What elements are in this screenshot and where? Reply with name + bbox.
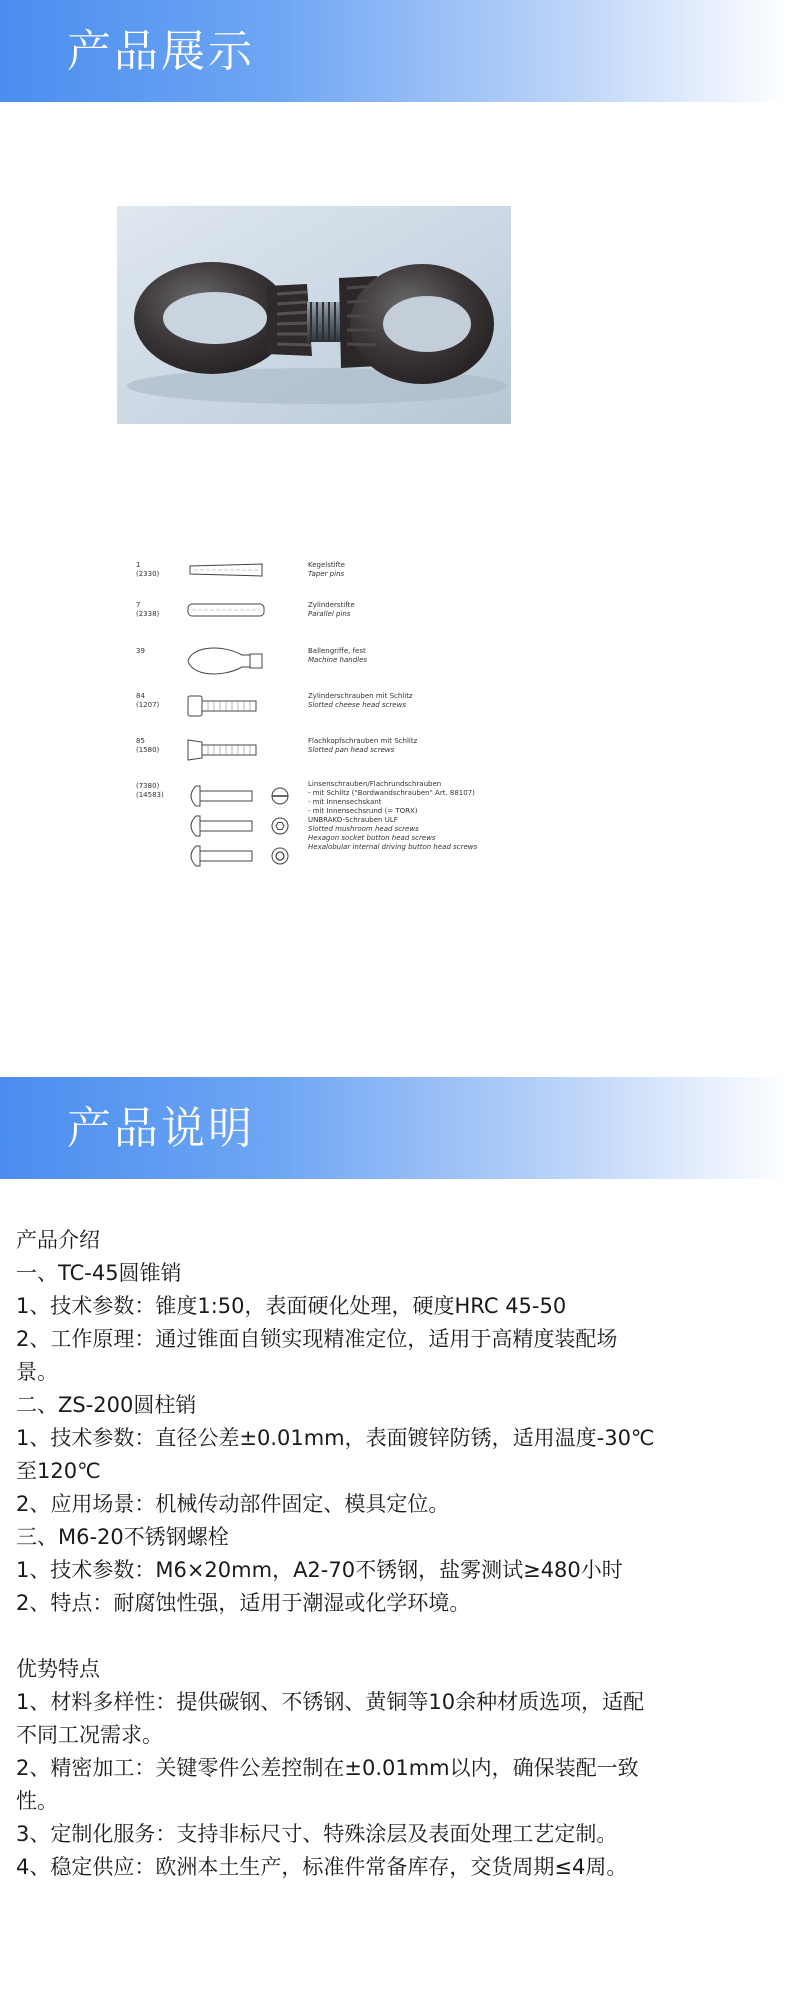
catalog-row-parallel-pin	[136, 601, 355, 618]
catalog-ref: (2330)	[136, 570, 160, 578]
eye-bolt-photo	[117, 206, 511, 424]
svg-text:Zylinderstifte: Zylinderstifte	[308, 601, 355, 609]
advantage-line: 4、稳定供应：欧洲本土生产，标准件常备库存，交货周期≤4周。	[16, 1855, 628, 1879]
advantage-line: 不同工况需求。	[16, 1723, 163, 1747]
svg-text:- mit Schlitz ("Bordwandschrau: - mit Schlitz ("Bordwandschrauben" Art. 88107)	[308, 789, 475, 797]
product-title: 二、ZS-200圆柱销	[16, 1393, 197, 1417]
svg-text:Slotted cheese head screws: Slotted cheese head screws	[308, 701, 406, 709]
svg-text:85: 85	[136, 737, 145, 745]
catalog-row-machine-handle	[136, 647, 367, 674]
advantage-line: 3、定制化服务：支持非标尺寸、特殊涂层及表面处理工艺定制。	[16, 1822, 618, 1846]
advantages-heading: 优势特点	[16, 1657, 100, 1681]
product-description	[16, 1224, 716, 1884]
product-line: 1、技术参数：锥度1:50，表面硬化处理，硬度HRC 45-50	[16, 1294, 567, 1318]
svg-text:- mit Innensechsrund (= TORX): - mit Innensechsrund (= TORX)	[308, 807, 418, 815]
product-line: 1、技术参数：直径公差±0.01mm，表面镀锌防锈，适用温度-30℃	[16, 1426, 655, 1450]
svg-text:Hexagon socket button head scr: Hexagon socket button head screws	[308, 834, 436, 842]
catalog-row-pan-head-screw	[136, 737, 418, 760]
svg-text:(1207): (1207)	[136, 701, 160, 709]
svg-text:84: 84	[136, 692, 145, 700]
catalog-row-button-head-screws	[136, 780, 478, 866]
svg-text:- mit Innensechskant: - mit Innensechskant	[308, 798, 382, 806]
svg-text:(14583): (14583)	[136, 791, 164, 799]
svg-text:Zylinderschrauben mit Schlitz: Zylinderschrauben mit Schlitz	[308, 692, 413, 700]
catalog-en: Taper pins	[308, 570, 345, 578]
svg-text:Machine handles: Machine handles	[308, 656, 368, 664]
product-line: 至120℃	[16, 1459, 101, 1483]
catalog-row-cheese-head-screw	[136, 692, 413, 716]
svg-text:Slotted mushroom head screws: Slotted mushroom head screws	[308, 825, 419, 833]
svg-text:(2338): (2338)	[136, 610, 160, 618]
fastener-catalog-drawing	[130, 560, 530, 890]
section-title-description: 产品说明	[67, 1103, 255, 1154]
product-line: 景。	[16, 1360, 58, 1384]
product-line: 2、应用场景：机械传动部件固定、模具定位。	[16, 1492, 450, 1516]
svg-text:UNBRAKO-Schrauben ULF: UNBRAKO-Schrauben ULF	[308, 816, 398, 824]
product-title: 三、M6-20不锈钢螺栓	[16, 1525, 229, 1549]
advantage-line: 性。	[16, 1789, 58, 1813]
svg-text:Flachkopfschrauben mit Schlitz: Flachkopfschrauben mit Schlitz	[308, 737, 418, 745]
svg-text:Hexalobular internal driving b: Hexalobular internal driving button head screws	[308, 843, 478, 851]
svg-text:7: 7	[136, 601, 141, 609]
catalog-row-taper-pin	[136, 561, 345, 578]
catalog-num: 1	[136, 561, 141, 569]
svg-text:Linsenschrauben/Flachrundschra: Linsenschrauben/Flachrundschrauben	[308, 780, 442, 788]
svg-text:39: 39	[136, 647, 145, 655]
svg-text:(1580): (1580)	[136, 746, 160, 754]
catalog-de: Kegelstifte	[308, 561, 345, 569]
svg-text:Slotted pan head screws: Slotted pan head screws	[308, 746, 395, 754]
product-line: 2、工作原理：通过锥面自锁实现精准定位，适用于高精度装配场	[16, 1327, 618, 1351]
product-line: 2、特点：耐腐蚀性强，适用于潮湿或化学环境。	[16, 1591, 471, 1615]
product-title: 一、TC-45圆锥销	[16, 1261, 182, 1285]
section-title-display: 产品展示	[67, 26, 255, 77]
svg-text:(7380): (7380)	[136, 782, 160, 790]
section-banner-display	[0, 0, 790, 102]
advantage-line: 1、材料多样性：提供碳钢、不锈钢、黄铜等10余种材质选项，适配	[16, 1690, 645, 1714]
advantage-line: 2、精密加工：关键零件公差控制在±0.01mm以内，确保装配一致	[16, 1756, 639, 1780]
section-banner-description	[0, 1077, 790, 1179]
intro-heading: 产品介绍	[16, 1228, 100, 1252]
svg-text:Parallel pins: Parallel pins	[308, 610, 351, 618]
svg-text:Ballengriffe, fest: Ballengriffe, fest	[308, 647, 366, 655]
product-line: 1、技术参数：M6×20mm，A2-70不锈钢，盐雾测试≥480小时	[16, 1558, 623, 1582]
